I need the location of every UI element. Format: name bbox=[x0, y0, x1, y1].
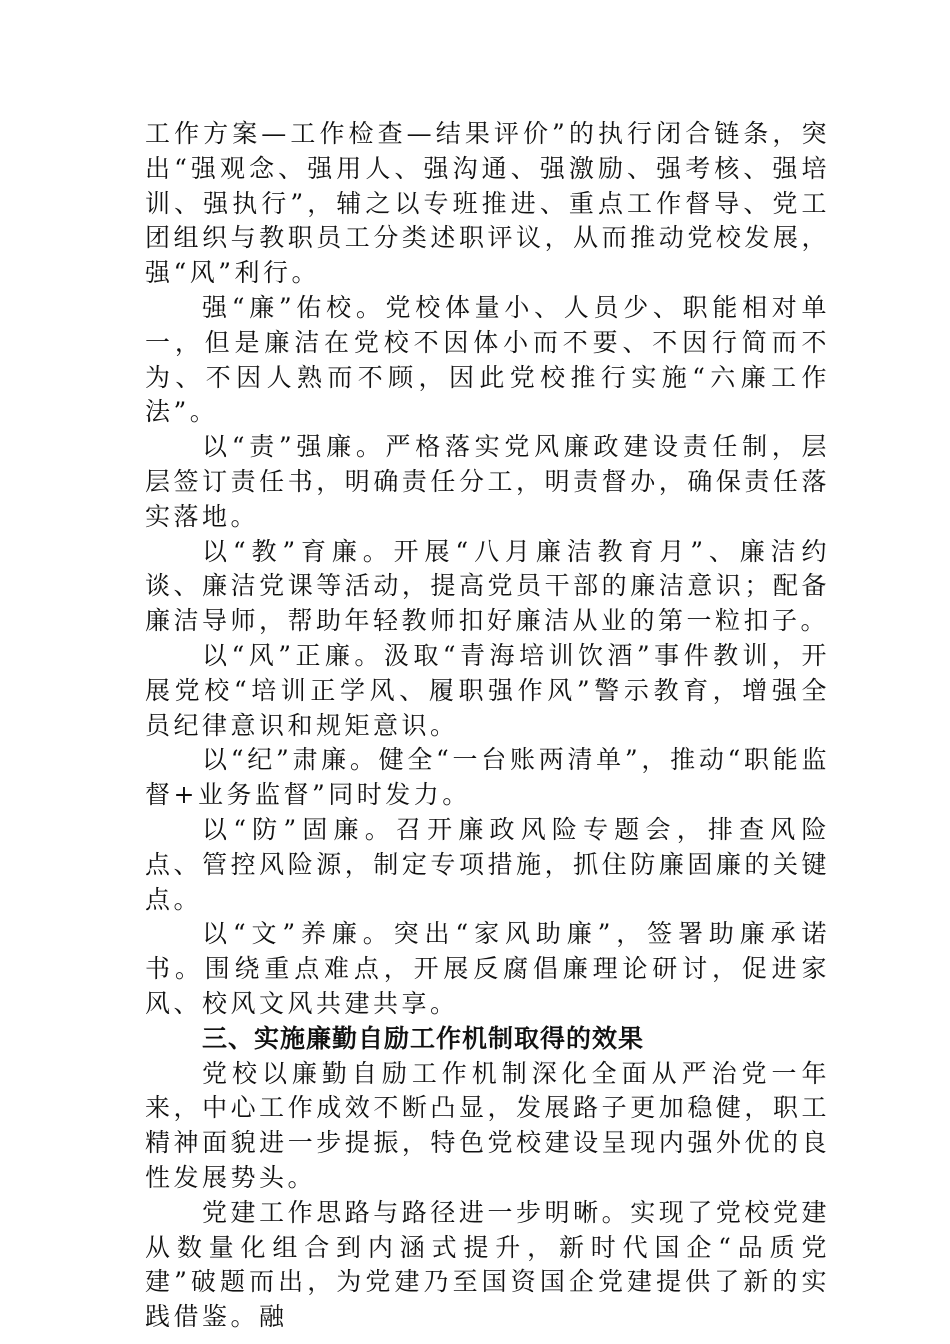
section-heading: 三、实施廉勤自励工作机制取得的效果 bbox=[202, 1023, 645, 1053]
paragraph-jiao-yu-lian: 以“教”育廉。开展“八月廉洁教育月”、廉洁约谈、廉洁党课等活动，提高党员干部的廉洁意识；配备廉洁导师，帮助年轻教师扣好廉洁从业的第一粒扣子。 bbox=[145, 536, 830, 636]
paragraph-ji-su-lian: 以“纪”肃廉。健全“一台账两清单”，推动“职能监督+业务监督”同时发力。 bbox=[145, 745, 830, 810]
paragraph-feng-zheng-lian: 以“风”正廉。汲取“青海培训饮酒”事件教训，开展党校“培训正学风、履职强作风”警示教育，增强全员纪律意识和规矩意识。 bbox=[145, 640, 830, 740]
paragraph-wen-yang-lian: 以“文”养廉。突出“家风助廉”，签署助廉承诺书。围绕重点难点，开展反腐倡廉理论研讨，促进家风、校风文风共建共享。 bbox=[145, 919, 830, 1018]
paragraph-party-building: 党建工作思路与路径进一步明晰。实现了党校党建从数量化组合到内涵式提升，新时代国企“品质党建”破题而出，为党建乃至国资国企党建提供了新的实践借鉴。融 bbox=[145, 1197, 830, 1332]
paragraph-ze-qiang-lian: 以“责”强廉。严格落实党风廉政建设责任制，层层签订责任书，明确责任分工，明责督办，确保责任落实落地。 bbox=[145, 432, 830, 531]
document-body bbox=[145, 117, 830, 1335]
paragraph-effects-intro: 党校以廉勤自励工作机制深化全面从严治党一年来，中心工作成效不断凸显，发展路子更加稳健，职工精神面貌进一步提振，特色党校建设呈现内强外优的良性发展势头。 bbox=[145, 1058, 830, 1192]
paragraph-fang-gu-lian: 以“防”固廉。召开廉政风险专题会，排查风险点、管控风险源，制定专项措施，抓住防廉固廉的关键点。 bbox=[145, 814, 830, 914]
paragraph-lian-you-xiao: 强“廉”佑校。党校体量小、人员少、职能相对单一，但是廉洁在党校不因体小而不要、不因行简而不为、不因人熟而不顾，因此党校推行实施“六廉工作法”。 bbox=[145, 292, 830, 427]
paragraph-continuation: 工作方案—工作检查—结果评价”的执行闭合链条，突出“强观念、强用人、强沟通、强激励、强考核、强培训、强执行”，辅之以专班推进、重点工作督导、党工团组织与教职员工分类述职评议，从而推动党校发展，强“风”利行。 bbox=[145, 119, 830, 288]
